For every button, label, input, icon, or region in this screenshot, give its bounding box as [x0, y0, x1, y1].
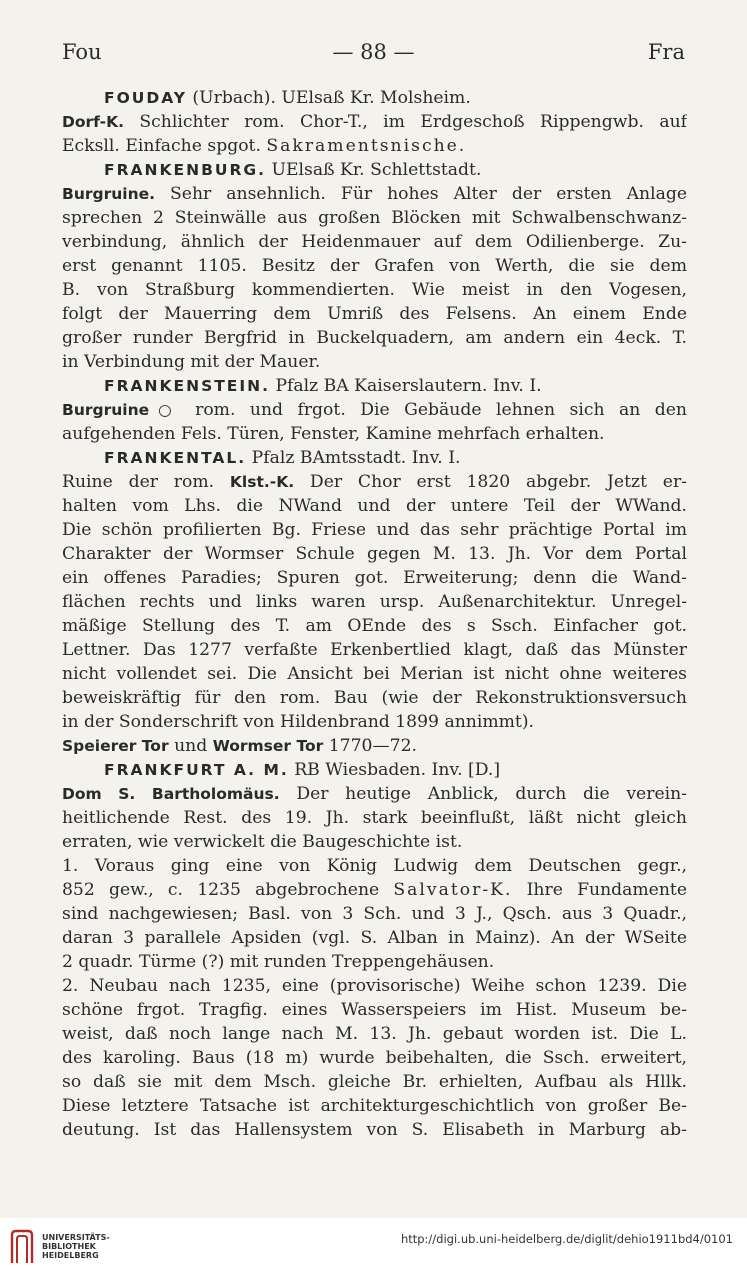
text-line [62, 1022, 687, 1046]
text-run: beweiskräftig für den rom. Bau (wie der Rekonstruktionsversuch [62, 688, 687, 708]
text-line [62, 974, 687, 998]
text-run: erst genannt 1105. Besitz der Grafen von Werth, die sie dem [62, 256, 687, 276]
text-line [62, 926, 687, 950]
text-run: halten vom Lhs. die NWand und der untere Teil der WWand. [62, 496, 687, 516]
text-line [62, 566, 687, 590]
text-run: und [168, 736, 213, 756]
text-run: B. von Straßburg kommendierten. Wie meist in den Vogesen, [62, 280, 687, 300]
text-line [62, 878, 687, 902]
text-line [62, 638, 687, 662]
text-line [62, 734, 687, 758]
page-number: — 88 — [332, 40, 415, 64]
text-run: (Urbach). UElsaß Kr. Molsheim. [186, 88, 471, 108]
text-run: weist, daß noch lange nach M. 13. Jh. gebaut worden ist. Die L. [62, 1024, 687, 1044]
entry-heading: FRANKENBURG. [104, 161, 267, 179]
text-line [62, 110, 687, 134]
text-run: Schlichter rom. Chor-T., im Erdgeschoß Rippengwb. auf [123, 112, 687, 132]
bold-term: Klst.-K. [229, 473, 295, 491]
library-line: BIBLIOTHEK [42, 1242, 96, 1251]
text-line [62, 1046, 687, 1070]
text-run: erraten, wie verwickelt die Baugeschichte ist. [62, 832, 463, 852]
bold-term: Dorf-K. [62, 113, 124, 131]
text-run: 2. Neubau nach 1235, eine (provisorische) Weihe schon 1239. Die [62, 976, 687, 996]
text-line [62, 1118, 687, 1142]
text-run: Lettner. Das 1277 verfaßte Erkenbertlied klagt, daß das Münster [62, 640, 687, 660]
text-line [62, 710, 687, 734]
text-line [62, 446, 687, 470]
bold-term: Speierer Tor [62, 737, 169, 755]
text-line [62, 614, 687, 638]
text-run: Der Chor erst 1820 abgebr. Jetzt er- [294, 472, 687, 492]
text-run: heitlichende Rest. des 19. Jh. stark beeinflußt, läßt nicht gleich [62, 808, 687, 828]
bold-term: Burgruine. [62, 185, 156, 203]
header-left: Fou [62, 40, 102, 64]
text-line [62, 182, 687, 206]
text-line [62, 86, 687, 110]
text-run: verbindung, ähnlich der Heidenmauer auf dem Odilienberge. Zu- [62, 232, 687, 252]
text-line [62, 518, 687, 542]
text-run: rom. und frgot. Die Gebäude lehnen sich an den [180, 400, 687, 420]
text-line [62, 278, 687, 302]
text-line [62, 374, 687, 398]
text-run: deutung. Ist das Hallensystem von S. Elisabeth in Marburg ab- [62, 1120, 687, 1140]
text-line [62, 902, 687, 926]
text-run: Salvator-K. [393, 880, 513, 900]
text-line [62, 134, 687, 158]
text-line [62, 806, 687, 830]
text-run: sprechen 2 Steinwälle aus großen Blöcken mit Schwalbenschwanz- [62, 208, 687, 228]
entry-heading: FRANKFURT A. M. [104, 761, 289, 779]
text-line [62, 950, 687, 974]
text-run: RB Wiesbaden. Inv. [D.] [288, 760, 501, 780]
text-run: Diese letztere Tatsache ist architekturgeschichtlich von großer Be- [62, 1096, 687, 1116]
bold-term: Wormser Tor [212, 737, 324, 755]
text-line [62, 326, 687, 350]
text-line [62, 542, 687, 566]
text-line [62, 782, 687, 806]
footer-bar [0, 1218, 747, 1276]
text-line [62, 854, 687, 878]
text-run: 2 quadr. Türme (?) mit runden Treppengehäusen. [62, 952, 495, 972]
text-run: Sakramentsnische. [266, 136, 467, 156]
text-line [62, 350, 687, 374]
bold-term: Dom S. Bartholomäus. [62, 785, 280, 803]
text-run: in der Sonderschrift von Hildenbrand 1899 annimmt). [62, 712, 535, 732]
text-run: Sehr ansehnlich. Für hohes Alter der ersten Anlage [155, 184, 687, 204]
text-run: so daß sie mit dem Msch. gleiche Br. erhielten, Aufbau als Hllk. [62, 1072, 687, 1092]
text-line [62, 422, 687, 446]
text-run: schöne frgot. Tragfig. eines Wasserspeiers im Hist. Museum be- [62, 1000, 687, 1020]
entry-heading: FOUDAY [104, 89, 187, 107]
library-line: HEIDELBERG [42, 1251, 99, 1260]
text-run: mäßige Stellung des T. am OEnde des s Ssch. Einfacher got. [62, 616, 687, 636]
text-run: Pfalz BA Kaiserslautern. Inv. I. [270, 376, 542, 396]
library-line: UNIVERSITÄTS- [42, 1233, 110, 1242]
text-run: Pfalz BAmtsstadt. Inv. I. [246, 448, 461, 468]
text-run: aufgehenden Fels. Türen, Fenster, Kamine mehrfach erhalten. [62, 424, 605, 444]
text-run: 852 gew., c. 1235 abgebrochene [62, 880, 394, 900]
text-line [62, 686, 687, 710]
text-line [62, 230, 687, 254]
text-line [62, 206, 687, 230]
text-run: UElsaß Kr. Schlettstadt. [266, 160, 482, 180]
text-run: 1. Voraus ging eine von König Ludwig dem Deutschen gegr., [62, 856, 687, 876]
text-run: nicht vollendet sei. Die Ansicht bei Merian ist nicht ohne weiteres [62, 664, 687, 684]
text-run: Der heutige Anblick, durch die verein- [279, 784, 687, 804]
text-run: ein offenes Paradies; Spuren got. Erweiterung; denn die Wand- [62, 568, 687, 588]
text-line [62, 1094, 687, 1118]
text-line [62, 494, 687, 518]
text-run: Ecksll. Einfache spgot. [62, 136, 267, 156]
text-run: des karoling. Baus (18 m) wurde beibehalten, die Ssch. erweitert, [62, 1048, 687, 1068]
text-run: 1770—72. [323, 736, 417, 756]
library-logo-icon [8, 1229, 36, 1265]
text-run: Charakter der Wormser Schule gegen M. 13. Jh. Vor dem Portal [62, 544, 687, 564]
bold-term: Burgruine○ [62, 401, 181, 419]
text-line [62, 254, 687, 278]
text-line [62, 590, 687, 614]
library-name [42, 1233, 110, 1260]
text-run: großer runder Bergfrid in Buckelquadern, am andern ein 4eck. T. [62, 328, 687, 348]
entry-heading: FRANKENSTEIN. [104, 377, 271, 395]
text-body [62, 86, 687, 1142]
source-url-link[interactable]: http://digi.ub.uni-heidelberg.de/diglit/dehio1911bd4/0101 [400, 1232, 733, 1246]
text-run: sind nachgewiesen; Basl. von 3 Sch. und 3 J., Qsch. aus 3 Quadr., [62, 904, 687, 924]
text-line [62, 398, 687, 422]
text-line [62, 998, 687, 1022]
text-run: flächen rechts und links waren ursp. Außenarchitektur. Unregel- [62, 592, 687, 612]
running-header [62, 40, 685, 68]
text-line [62, 302, 687, 326]
text-line [62, 662, 687, 686]
text-run: Ihre Fundamente [512, 880, 687, 900]
text-run: Die schön profilierten Bg. Friese und das sehr prächtige Portal im [62, 520, 687, 540]
text-run: daran 3 parallele Apsiden (vgl. S. Alban in Mainz). An der WSeite [62, 928, 687, 948]
text-line [62, 158, 687, 182]
text-line [62, 470, 687, 494]
entry-heading: FRANKENTAL. [104, 449, 247, 467]
text-run: Ruine der rom. [62, 472, 230, 492]
text-line [62, 758, 687, 782]
text-run: folgt der Mauerring dem Umriß des Felsens. An einem Ende [62, 304, 687, 324]
header-right: Fra [647, 40, 685, 64]
text-run: in Verbindung mit der Mauer. [62, 352, 321, 372]
text-line [62, 1070, 687, 1094]
text-line [62, 830, 687, 854]
